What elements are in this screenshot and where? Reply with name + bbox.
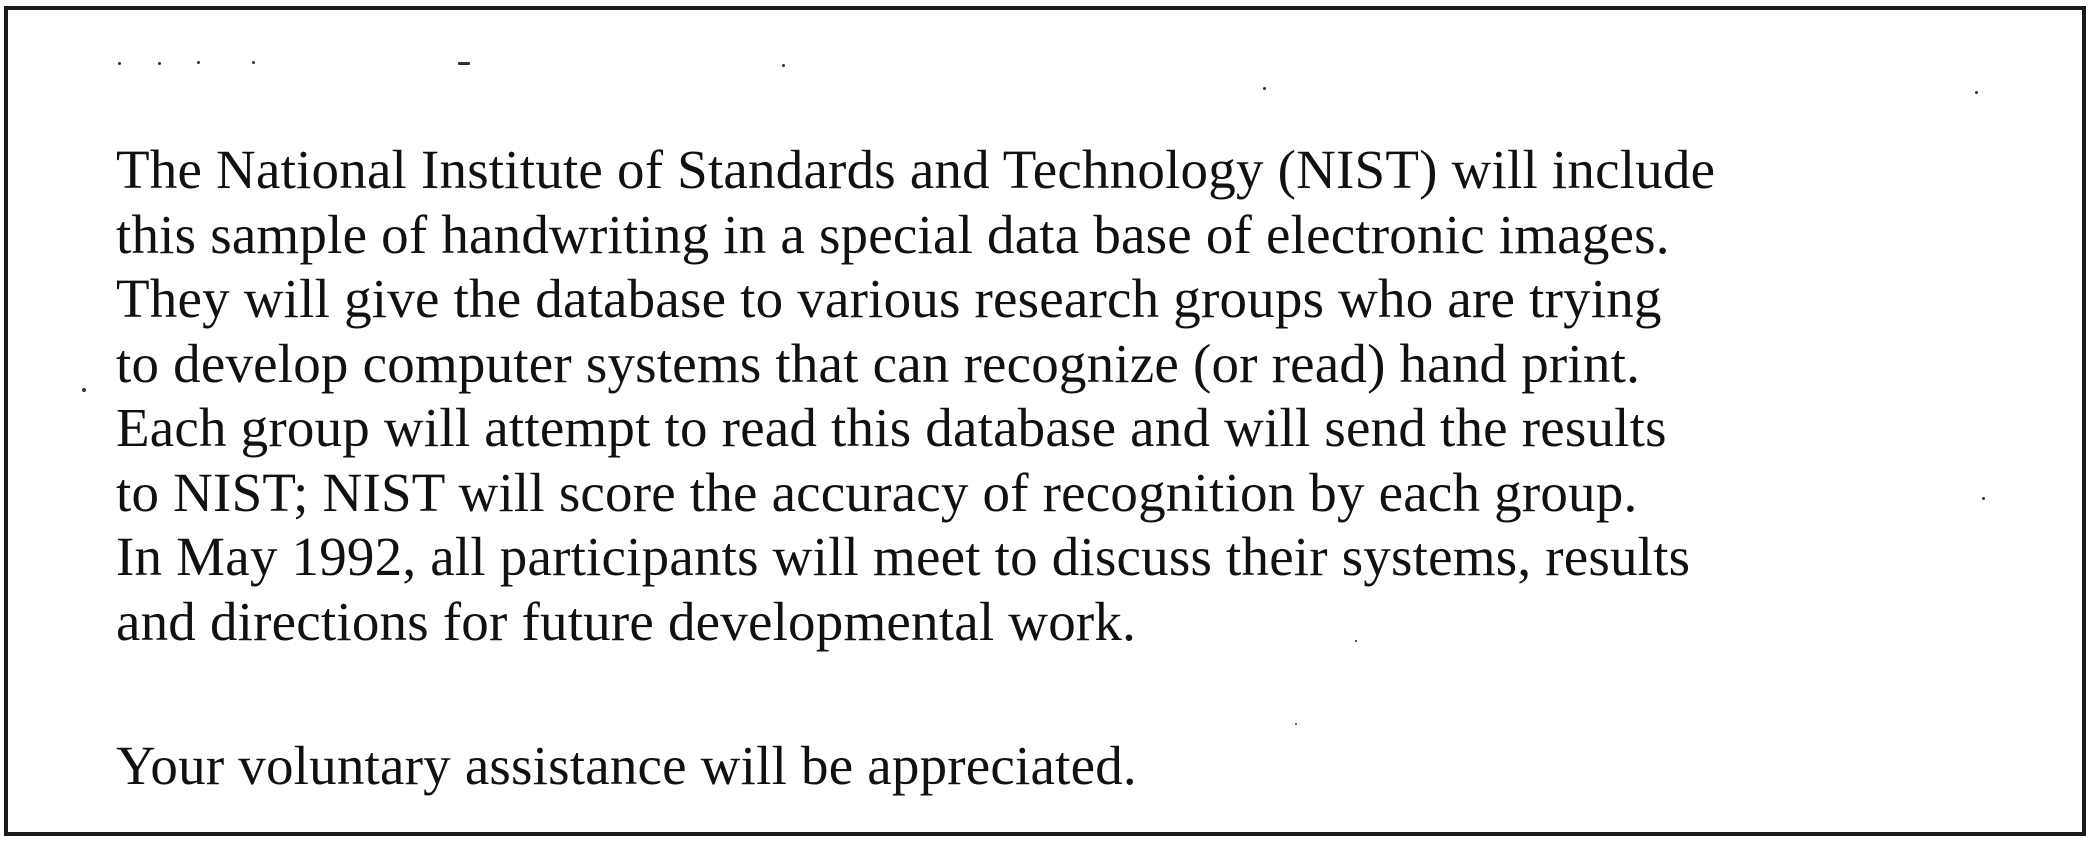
notice-line: this sample of handwriting in a special data base of electronic images. [116,203,1670,265]
closing-line: Your voluntary assistance will be appreciated. [116,735,1137,796]
scan-speck [118,62,121,65]
notice-line: They will give the database to various research groups who are trying [116,268,1662,329]
scan-speck [158,62,161,65]
scan-speck [1295,723,1297,725]
scan-speck [782,64,785,67]
notice-line: and directions for future developmental work. [116,590,1137,652]
notice-line: to NIST; NIST will score the accuracy of recognition by each group. [116,461,1638,523]
scan-speck [1975,91,1978,94]
notice-line: The National Institute of Standards and Technology (NIST) will include [116,139,1716,200]
scan-speck [1263,87,1266,90]
notice-line: to develop computer systems that can recognize (or read) hand print. [116,332,1641,394]
scan-speck [197,61,200,64]
scan-speck [1982,497,1985,500]
scan-speck [252,61,255,64]
notice-line: Each group will attempt to read this database and will send the results [116,397,1667,458]
notice-line: In May 1992, all participants will meet to discuss their systems, results [116,526,1691,587]
notice-paragraph [116,138,1856,654]
scan-speck [82,388,86,392]
scan-speck [458,62,470,65]
scan-speck [1355,640,1357,642]
